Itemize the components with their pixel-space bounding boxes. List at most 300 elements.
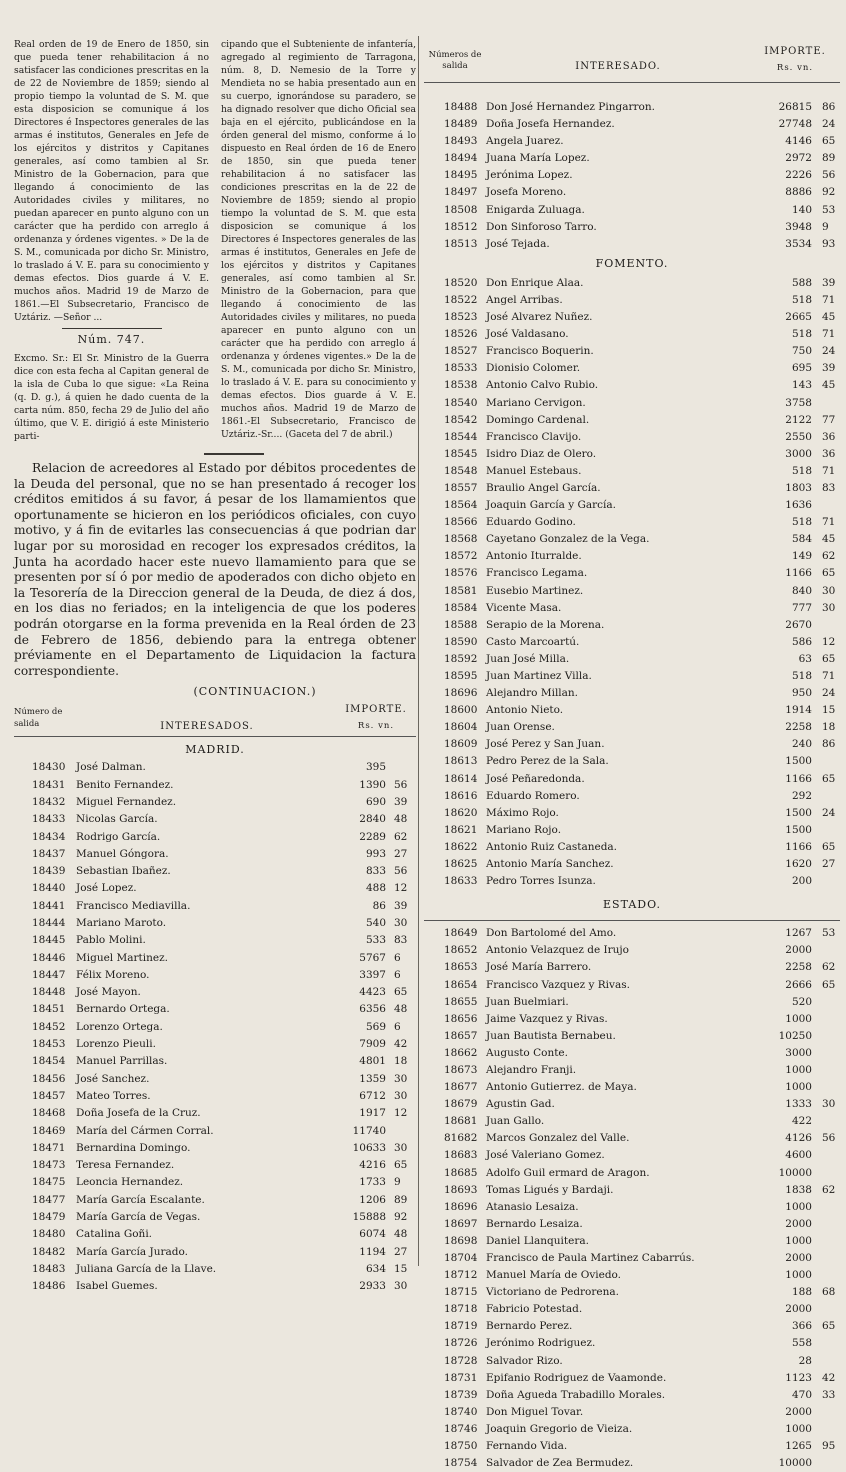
entry-number: 18620 xyxy=(444,806,478,819)
entry-cents: 95 xyxy=(822,1440,836,1453)
entry-amount: 777 xyxy=(791,601,812,614)
entry-amount: 1914 xyxy=(785,704,812,717)
entry-number: 18444 xyxy=(32,916,66,929)
entry-amount: 10000 xyxy=(778,1166,812,1179)
decree-number-heading: Núm. 747. xyxy=(77,333,146,346)
entry-cents xyxy=(816,1062,840,1079)
entry-number: 18746 xyxy=(444,1422,478,1435)
table-row xyxy=(424,1233,840,1250)
entry-amount: 518 xyxy=(791,670,812,682)
entry-name: Fernando Vida. xyxy=(486,1440,568,1453)
table-row xyxy=(14,898,416,915)
table-row xyxy=(14,1001,416,1018)
entry-number: 18523 xyxy=(444,311,478,324)
entry-amount: 1000 xyxy=(785,1063,812,1076)
entry-amount: 1838 xyxy=(785,1183,812,1196)
entry-cents: 65 xyxy=(822,772,836,785)
entry-name: Rodrigo García. xyxy=(76,830,161,843)
entry-name: María García de Vegas. xyxy=(76,1211,201,1224)
entry-name: Bernardo Ortega. xyxy=(76,1003,170,1016)
entry-amount: 1359 xyxy=(359,1072,386,1085)
entry-number: 18495 xyxy=(444,169,478,182)
entry-cents: 65 xyxy=(822,652,836,665)
entry-name: Jerónima Lopez. xyxy=(486,169,573,182)
entry-name: Joaquin García y García. xyxy=(486,499,617,512)
entry-name: Pedro Torres Isunza. xyxy=(486,875,596,888)
table-row xyxy=(424,412,840,429)
entry-amount: 569 xyxy=(365,1020,386,1033)
entry-name: Don Miguel Tovar. xyxy=(486,1405,584,1418)
entry-number: 18447 xyxy=(32,968,66,981)
entry-name: José Alvarez Nuñez. xyxy=(486,311,593,324)
entry-name: Agustin Gad. xyxy=(486,1098,555,1111)
entry-number: 18445 xyxy=(32,934,66,947)
entry-number: 18679 xyxy=(444,1098,478,1111)
entry-cents xyxy=(816,1267,840,1284)
entry-number: 18545 xyxy=(444,447,478,460)
entry-amount: 1390 xyxy=(359,778,386,791)
entry-cents xyxy=(816,753,840,770)
entry-amount: 1500 xyxy=(785,755,812,768)
entry-amount: 3534 xyxy=(785,237,812,250)
table-row xyxy=(424,133,840,150)
table-row xyxy=(424,275,840,292)
entry-cents: 33 xyxy=(822,1388,836,1401)
entry-number: 18621 xyxy=(444,823,478,836)
table-row xyxy=(424,184,840,201)
entry-amount: 140 xyxy=(791,203,812,216)
entry-name: Francisco Mediavilla. xyxy=(76,899,191,912)
table-row xyxy=(14,880,416,897)
entry-amount: 143 xyxy=(791,379,812,392)
entry-cents: 27 xyxy=(394,1245,408,1258)
entry-amount: 2258 xyxy=(785,961,812,974)
entry-cents: 92 xyxy=(822,186,836,199)
entry-number: 18512 xyxy=(444,220,478,233)
right-table-body-b xyxy=(424,275,840,890)
entry-name: Juan Buelmiari. xyxy=(486,995,569,1008)
section-estado: ESTADO. xyxy=(603,898,661,912)
entry-number: 18538 xyxy=(444,379,478,392)
entry-cents: 27 xyxy=(822,858,836,871)
entry-amount: 470 xyxy=(791,1388,812,1401)
entry-number: 18728 xyxy=(444,1354,478,1367)
entry-cents: 83 xyxy=(394,934,408,947)
table-row xyxy=(424,1267,840,1284)
entry-cents xyxy=(816,395,840,412)
entry-name: Tomas Ligués y Bardaji. xyxy=(486,1183,614,1196)
entry-amount: 6712 xyxy=(359,1089,386,1102)
entry-amount: 2000 xyxy=(785,1252,812,1264)
table-row xyxy=(424,994,840,1011)
entry-cents xyxy=(390,759,416,776)
entry-name: Antonio Calvo Rubio. xyxy=(486,379,599,392)
header-importe-right xyxy=(750,44,840,82)
entry-name: Juana María Lopez. xyxy=(486,152,590,165)
entry-name: José María Barrero. xyxy=(486,961,592,974)
table-row xyxy=(424,702,840,719)
entry-name: Doña Josefa de la Cruz. xyxy=(76,1107,201,1120)
entry-amount: 2000 xyxy=(785,1303,812,1316)
entry-number: 18595 xyxy=(444,670,478,682)
header-numero: Número de salida xyxy=(14,707,63,730)
relacion-paragraph: Relacion de acreedores al Estado por débitos procedentes de la Deuda del personal, que no se han presentado á recoger los créditos emitidos á su favor, á pesar de los llamamientos que oportunamente se hicieron en los periódicos oficiales, con cuyo motivo, y á fin de evitarles las consecuencias á que podrian dar lugar por su morosidad en recoger los expresados créditos, la Junta ha acordado hacer este nuevo llamamiento para que se presenten por sí ó por medio de apoderados con dicho objeto en la Tesorería de la Direccion general de la Deuda, de diez á dos, en los dias no feriados; en la inteligencia de que los poderes podrán otorgarse en la forma prevenida en la Real órden de 23 de Febrero de 1856, debiendo para la entrega obtener préviamente en el Departamento de Liquidacion la factura correspondiente. xyxy=(14,461,416,678)
entry-cents: 45 xyxy=(822,533,836,546)
entry-name: Adolfo Guil ermard de Aragon. xyxy=(486,1166,650,1179)
entry-name: Jerónimo Rodriguez. xyxy=(486,1337,596,1350)
entry-amount: 1206 xyxy=(359,1193,386,1206)
table-row xyxy=(14,759,416,776)
table-row xyxy=(424,668,840,685)
entry-number: 18568 xyxy=(444,533,478,546)
entry-cents xyxy=(816,942,840,959)
table-row xyxy=(14,967,416,984)
right-table-header xyxy=(424,38,840,83)
entry-number: 18633 xyxy=(444,875,478,888)
entry-number: 18446 xyxy=(32,951,66,964)
table-row xyxy=(424,942,840,959)
entry-number: 18548 xyxy=(444,464,478,477)
entry-cents: 30 xyxy=(394,1280,408,1293)
entry-name: José Lopez. xyxy=(76,882,137,895)
entry-cents: 65 xyxy=(822,1320,836,1333)
table-row xyxy=(424,1216,840,1233)
entry-number: 18590 xyxy=(444,635,478,648)
entry-amount: 518 xyxy=(791,293,812,306)
entry-amount: 1000 xyxy=(785,1081,812,1094)
table-row xyxy=(14,794,416,811)
table-row xyxy=(424,1011,840,1028)
entry-amount: 15888 xyxy=(352,1211,386,1224)
entry-amount: 28 xyxy=(798,1354,812,1367)
entry-cents xyxy=(816,1404,840,1421)
table-row xyxy=(424,219,840,236)
entry-amount: 584 xyxy=(791,533,812,546)
entry-amount: 2289 xyxy=(359,830,386,843)
decree-paragraph-3: cipando que el Subteniente de infantería, agregado al regimiento de Tarragona, núm. 8, D. Nemesio de la Torre y Mendieta no se habia presentado aun en su cuerpo, ignorándose su paradero, se ha dignado resolver que dicho Oficial sea baja en el ejército, publicándose en la órden general del mismo, conforme á lo dispuesto en Real órden de 16 de Enero de 1850, sin que pueda tener rehabilitacion á no satisfacer las condiciones prescritas en la de 22 de Noviembre de 1859; siendo al propio tiempo la voluntad de S. M. que esta disposicion se comunique á los Directores é Inspectores generales de las armas é institutos, Generales en Jefe de los ejércitos y distritos y Capitanes generales, así como tambien al Sr. Ministro de la Gobernacion, para que llegando á conocimiento de las Autoridades civiles y militares, no pueda aparecer en punto alguno con un carácter que ha perdido con arreglo á ordenanza y órdenes vigentes.» De la de S. M., comunicada por dicho Sr. Ministro, lo traslado á V. E. para su conocimiento y demas efectos. Dios guarde á V. E. muchos años. Madrid 19 de Marzo de 1861.-El Subsecretario, Francisco de Uztáriz.-Sr.... (Gaceta del 7 de abril.) xyxy=(221,39,416,440)
entry-name: Alejandro Millan. xyxy=(486,687,579,700)
entry-name: Serapio de la Morena. xyxy=(486,618,605,631)
entry-amount: 149 xyxy=(791,550,812,563)
entry-name: Bernardo Lesaiza. xyxy=(486,1217,583,1230)
entry-amount: 3000 xyxy=(785,1046,812,1059)
entry-name: Manuel Góngora. xyxy=(76,847,169,860)
entry-cents xyxy=(816,1199,840,1216)
table-row xyxy=(14,1123,416,1140)
entry-cents: 65 xyxy=(394,986,408,999)
entry-number: 18712 xyxy=(444,1269,478,1282)
table-row xyxy=(14,1105,416,1122)
entry-amount: 11740 xyxy=(352,1124,386,1137)
entry-amount: 3948 xyxy=(785,220,812,233)
entry-name: Cayetano Gonzalez de la Vega. xyxy=(486,533,650,546)
entry-number: 18432 xyxy=(32,795,66,808)
entry-name: Félix Moreno. xyxy=(76,968,150,981)
entry-cents: 36 xyxy=(822,430,836,443)
entry-cents xyxy=(816,1028,840,1045)
table-row xyxy=(424,719,840,736)
entry-amount: 4600 xyxy=(785,1149,812,1162)
entry-amount: 5767 xyxy=(359,951,386,964)
entry-amount: 586 xyxy=(791,635,812,648)
left-column xyxy=(14,38,416,1296)
entry-number: 18693 xyxy=(444,1183,478,1196)
entry-amount: 520 xyxy=(791,995,812,1008)
entry-cents: 56 xyxy=(394,865,408,878)
entry-name: Antonio Ruiz Castaneda. xyxy=(486,840,618,853)
entry-cents: 86 xyxy=(822,738,836,751)
right-column xyxy=(424,38,840,1472)
header-importe-label: IMPORTE. xyxy=(345,704,407,716)
entry-cents: 89 xyxy=(394,1193,408,1206)
entry-cents: 62 xyxy=(822,550,836,563)
entry-number: 18475 xyxy=(32,1176,66,1189)
entry-name: Juan Martinez Villa. xyxy=(486,670,592,682)
entry-number: 18451 xyxy=(32,1003,66,1016)
entry-name: Alejandro Franji. xyxy=(486,1063,577,1076)
table-row xyxy=(424,771,840,788)
entry-number: 18657 xyxy=(444,1029,478,1042)
table-row xyxy=(424,531,840,548)
entry-number: 18576 xyxy=(444,567,478,580)
entry-number: 18440 xyxy=(32,882,66,895)
entry-cents: 12 xyxy=(394,882,408,895)
table-row xyxy=(424,805,840,822)
entry-name: Eduardo Godino. xyxy=(486,516,576,529)
entry-name: Manuel María de Oviedo. xyxy=(486,1269,622,1282)
table-row xyxy=(14,1261,416,1278)
entry-name: José Sanchez. xyxy=(76,1072,150,1085)
entry-amount: 950 xyxy=(791,687,812,700)
spacer xyxy=(424,83,840,99)
entry-name: Victoriano de Pedrorena. xyxy=(486,1286,619,1299)
table-row xyxy=(424,1045,840,1062)
table-row xyxy=(14,829,416,846)
table-row xyxy=(14,1244,416,1261)
table-row xyxy=(14,1088,416,1105)
entry-cents: 65 xyxy=(822,978,836,991)
table-row xyxy=(424,309,840,326)
table-row xyxy=(424,1335,840,1352)
entry-amount: 695 xyxy=(791,362,812,375)
entry-number: 18649 xyxy=(444,927,478,940)
entry-number: 18448 xyxy=(32,986,66,999)
entry-cents xyxy=(816,1147,840,1164)
entry-cents: 36 xyxy=(822,447,836,460)
entry-number: 18697 xyxy=(444,1217,478,1230)
entry-amount: 1620 xyxy=(785,858,812,871)
entry-cents: 48 xyxy=(394,813,408,826)
header-unit: Rs. vn. xyxy=(357,721,395,732)
entry-amount: 1500 xyxy=(785,823,812,836)
entry-name: Mateo Torres. xyxy=(76,1089,151,1102)
table-row xyxy=(424,236,840,253)
entry-cents xyxy=(816,1335,840,1352)
entry-name: Augusto Conte. xyxy=(486,1046,568,1059)
entry-cents: 77 xyxy=(822,413,836,426)
entry-amount: 240 xyxy=(791,738,812,751)
entry-number: 18533 xyxy=(444,362,478,375)
entry-cents: 48 xyxy=(394,1228,408,1241)
entry-amount: 2933 xyxy=(359,1280,386,1293)
table-row xyxy=(14,1157,416,1174)
entry-amount: 2000 xyxy=(785,1405,812,1418)
entry-cents: 45 xyxy=(822,379,836,392)
entry-cents: 86 xyxy=(822,101,836,113)
entry-number: 18740 xyxy=(444,1405,478,1418)
left-table-header xyxy=(14,702,416,737)
table-row xyxy=(424,583,840,600)
entry-cents: 56 xyxy=(394,778,408,791)
entry-name: Leoncia Hernandez. xyxy=(76,1176,184,1189)
entry-name: María del Cármen Corral. xyxy=(76,1124,214,1137)
table-row xyxy=(14,846,416,863)
entry-amount: 6356 xyxy=(359,1003,386,1016)
entry-cents xyxy=(816,1045,840,1062)
entry-name: José Peñaredonda. xyxy=(486,772,585,785)
entry-name: Antonio Velazquez de Irujo xyxy=(486,944,629,957)
table-row xyxy=(424,1130,840,1147)
table-row xyxy=(424,1284,840,1301)
entry-number: 18677 xyxy=(444,1081,478,1094)
table-row xyxy=(424,1113,840,1130)
entry-number: 18483 xyxy=(32,1262,66,1275)
entry-cents: 27 xyxy=(394,847,408,860)
entry-cents: 92 xyxy=(394,1211,408,1224)
entry-number: 18581 xyxy=(444,584,478,597)
table-row xyxy=(14,1192,416,1209)
entry-name: Marcos Gonzalez del Valle. xyxy=(486,1132,630,1145)
entry-cents: 65 xyxy=(822,840,836,853)
entry-name: Don José Hernandez Pingarron. xyxy=(486,101,655,113)
entry-amount: 10000 xyxy=(778,1457,812,1470)
entry-cents: 9 xyxy=(394,1176,401,1189)
table-row xyxy=(14,811,416,828)
table-row xyxy=(424,1318,840,1335)
entry-number: 18433 xyxy=(32,813,66,826)
entry-number: 18731 xyxy=(444,1371,478,1384)
entry-number: 18685 xyxy=(444,1166,478,1179)
entry-cents: 39 xyxy=(394,795,408,808)
entry-amount: 1917 xyxy=(359,1107,386,1120)
entry-amount: 292 xyxy=(791,789,812,802)
entry-amount: 518 xyxy=(791,516,812,529)
entry-number: 18489 xyxy=(444,118,478,131)
entry-cents xyxy=(816,1113,840,1130)
entry-cents xyxy=(816,1233,840,1250)
entry-name: Benito Fernandez. xyxy=(76,778,174,791)
entry-name: Casto Marcoartú. xyxy=(486,635,580,648)
entry-name: Epifanio Rodriguez de Vaamonde. xyxy=(486,1371,667,1384)
entry-name: Máximo Rojo. xyxy=(486,806,559,819)
entry-name: Josefa Moreno. xyxy=(486,186,567,199)
table-row xyxy=(424,1404,840,1421)
entry-amount: 1803 xyxy=(785,481,812,494)
entry-number: 18654 xyxy=(444,978,478,991)
entry-name: Juan Bautista Bernabeu. xyxy=(486,1029,616,1042)
entry-name: Nicolas García. xyxy=(76,813,158,826)
table-row xyxy=(14,1036,416,1053)
entry-amount: 7909 xyxy=(359,1038,386,1051)
entry-amount: 518 xyxy=(791,328,812,341)
entry-number: 18453 xyxy=(32,1038,66,1051)
entry-name: Juan José Milla. xyxy=(486,652,570,665)
table-row xyxy=(424,343,840,360)
table-row xyxy=(424,548,840,565)
entry-amount: 395 xyxy=(365,761,386,774)
entry-name: Mariano Rojo. xyxy=(486,823,562,836)
entry-name: Fabricio Potestad. xyxy=(486,1303,583,1316)
entry-number: 18681 xyxy=(444,1115,478,1128)
table-row xyxy=(424,99,840,116)
table-row xyxy=(424,788,840,805)
entry-amount: 634 xyxy=(365,1262,386,1275)
entry-amount: 1166 xyxy=(785,567,812,580)
entry-cents: 30 xyxy=(822,1098,836,1111)
table-row xyxy=(14,915,416,932)
table-row xyxy=(424,600,840,617)
entry-name: Salvador Rizo. xyxy=(486,1354,563,1367)
entry-amount: 2226 xyxy=(785,169,812,182)
column-divider xyxy=(418,36,419,1266)
entry-amount: 1500 xyxy=(785,806,812,819)
section-fomento: FOMENTO. xyxy=(595,256,669,270)
table-row xyxy=(14,1140,416,1157)
header-interesado: INTERESADO. xyxy=(575,61,661,72)
entry-cents: 15 xyxy=(394,1262,408,1275)
entry-number: 18439 xyxy=(32,865,66,878)
entry-name: Lorenzo Ortega. xyxy=(76,1020,163,1033)
entry-number: 18540 xyxy=(444,396,478,409)
entry-name: Antonio María Sanchez. xyxy=(486,858,614,871)
entry-number: 18662 xyxy=(444,1046,478,1059)
entry-cents xyxy=(816,994,840,1011)
entry-amount: 1000 xyxy=(785,1234,812,1247)
entry-amount: 86 xyxy=(372,899,386,912)
table-row xyxy=(424,1370,840,1387)
entry-cents xyxy=(816,1455,840,1472)
entry-cents xyxy=(816,1421,840,1438)
entry-number: 18622 xyxy=(444,840,478,853)
entry-number: 18493 xyxy=(444,135,478,148)
entry-number: 18468 xyxy=(32,1107,66,1120)
entry-name: Miguel Martinez. xyxy=(76,951,168,964)
entry-name: Francisco Legama. xyxy=(486,567,588,580)
table-row xyxy=(424,565,840,582)
entry-number: 18566 xyxy=(444,516,478,529)
table-row xyxy=(14,863,416,880)
table-row xyxy=(424,1301,840,1318)
entry-amount: 366 xyxy=(791,1320,812,1333)
entry-cents: 24 xyxy=(822,345,836,358)
table-row xyxy=(424,429,840,446)
entry-cents: 65 xyxy=(822,567,836,580)
entry-cents: 12 xyxy=(394,1107,408,1120)
entry-amount: 690 xyxy=(365,795,386,808)
entry-number: 18673 xyxy=(444,1063,478,1076)
entry-amount: 518 xyxy=(791,464,812,477)
entry-cents: 39 xyxy=(394,899,408,912)
entry-cents: 62 xyxy=(394,830,408,843)
entry-name: Atanasio Lesaiza. xyxy=(486,1200,579,1213)
entry-number: 18696 xyxy=(444,1200,478,1213)
entry-name: Joaquin Gregorio de Vieiza. xyxy=(486,1422,633,1435)
entry-number: 18656 xyxy=(444,1012,478,1025)
entry-number: 18609 xyxy=(444,738,478,751)
entry-name: Dionisio Colomer. xyxy=(486,362,581,375)
entry-name: Manuel Parrillas. xyxy=(76,1055,168,1068)
entry-amount: 6074 xyxy=(359,1228,386,1241)
